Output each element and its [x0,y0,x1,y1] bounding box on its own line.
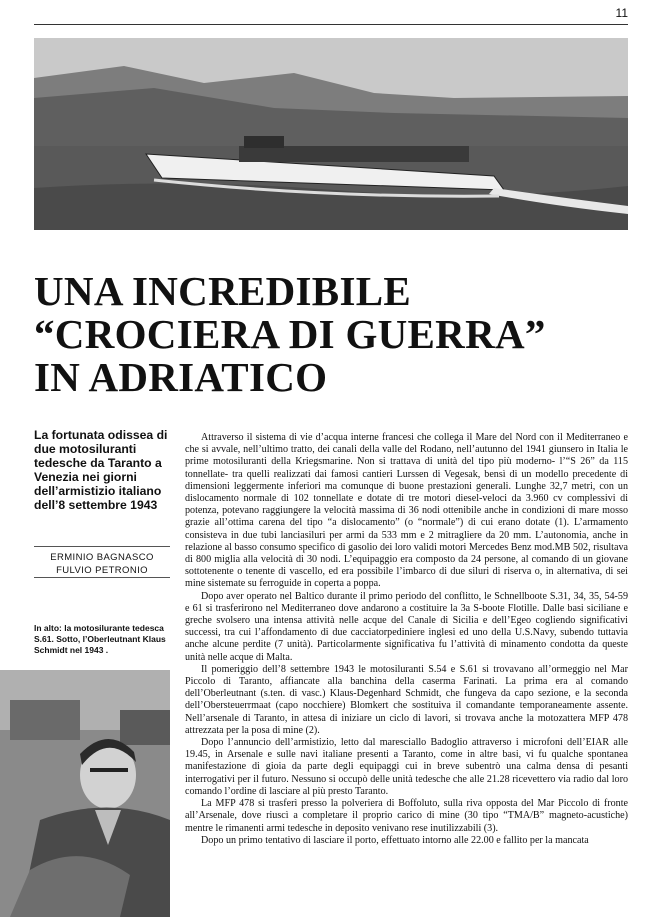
body-paragraph: Attraverso il sistema di vie d’acqua interne francesi che collega il Mare del Nord con il Mediterraneo e che si avvale, nell’ultimo tratto, dei canali della valle del Rodano, nell’autunno del 1941 giunsero in Italia le prime motosiluranti della Kriegsmarine. Non si trattava di unità del tipo più moderno- l’“S 26” da 115 tonnellate- tra quelli realizzati dai famosi cantieri Lurssen di Vegesak, bensì di un modello precedente di dimensioni leggermente inferiori ma comunque di buone prestazioni generali. Lunghe 32,7 metri, con un dislocamento normale di 102 tonnellate e dotate di tre motori diesel-veloci da 3.960 cv complessivi di potenza, potevano raggiungere la velocità massima di 36 nodi ottenibile anche in condizioni di mare mosso grazie all’ottima carena del tipo “a dislocamento” (o “normale”) di cui erano dotate (1). L’armamento consisteva in due tubi lanciasiluri per armi da 533 mm e 2 mitragliere da 20 mm. L’autonomia, anche in relazione al basso consumo specifico di gasolio dei loro validi motori Mercedes Benz mod.MB 502, risultava di 800 miglia alla velocità di 30 nodi. L’equipaggio era composto da 24 persone, al comando di un giovane sottotenente o tenente di vascello, ed era possibile l’imbarco di due siluri di riserva o, in alternativa, di sei mine sistemate su ferroguide in coperta a poppa. [185,432,628,590]
body-paragraph: Dopo aver operato nel Baltico durante il primo periodo del conflitto, le Schnellboote S.31, 34, 35, 54-59 e 61 si trasferirono nel Mediterraneo dove andarono a costituire la 3a S-boote Flotille. Dalle basi siciliane e greche svolsero una intensa attività nelle acque del Canale di Sicilia e dell’Egeo cogliendo significativi successi, tra cui l’affondamento di due cacciatorpediniere inglesi ed uno della U.S.Navy, subendo tuttavia anche alcune perdite (7 unità). Particolarmente significativa fu l’attività di minamento condotta da queste unità nelle acque di Malta. [185,590,628,663]
author-rule [34,577,170,578]
headline-line-1: UNA INCREDIBILE [34,268,412,314]
headline-line-3: IN ADRIATICO [34,354,328,400]
page-number: 11 [615,6,628,20]
officer-portrait-photo [0,670,170,917]
article-headline [34,270,634,399]
body-paragraph: La MFP 478 si trasferì presso la polveriera di Boffoluto, sulla riva opposta del Mar Piccolo di fronte all’Arsenale, dove riuscì a completare il proprio carico di mine (30 tipo “TMA/B” magneto-acustiche) mentre le rimanenti armi tedesche in deposito venivano rese inutilizzabili (3). [185,798,628,834]
body-paragraph: Dopo l’annuncio dell’armistizio, letto dal maresciallo Badoglio attraverso i microfoni dell’EIAR alle 19.45, in Arsenale e sulle navi italiane presenti a Taranto, come in altre basi, vi fu qualche spontanea manifestazione di gioia da parte degli equipaggi cui in breve subentrò una calma densa di pesanti interrogativi per il futuro. Nessuno si occupò delle unità tedesche che alle 21.28 ricevettero via radio dal loro comando l’ordine di lasciare al più presto Taranto. [185,737,628,797]
body-paragraph: Dopo un primo tentativo di lasciare il porto, effettuato intorno alle 22.00 e fallito per la mancata [201,834,589,846]
body-paragraph: Il pomeriggio dell’8 settembre 1943 le motosiluranti S.54 e S.61 si trovavano all’ormeggio nel Mar Piccolo di Taranto, affiancate alla banchina della caserma Farinati. La prima era al comando dell’Oberleutnant (s.ten. di vasc.) Klaus-Degenhard Schmidt, che fungeva da capo sezione, e la seconda dell’Obersteuerrmaat (capo nocchiere) Blomkert che sostituiva il comandante temporaneamente assente. Nell’arsenale di Taranto, in attesa di iniziare un ciclo di lavori, si trovava anche la motozattera MFP 478 attrezzata per la posa di mine (2). [185,663,628,736]
photo-caption: In alto: la motosilurante tedesca S.61. Sotto, l’Oberleutnant Klaus Schmidt nel 1943 . [34,623,166,655]
motor-torpedo-boat-photo [34,38,628,230]
author-name: ERMINIO BAGNASCO [50,552,154,563]
author-block [34,546,170,577]
article-body [185,432,628,847]
author-name: FULVIO PETRONIO [56,565,148,576]
headline-line-2: “CROCIERA DI GUERRA” [34,311,546,357]
article-subtitle: La fortunata odissea di due motosiluranti tedesche da Taranto a Venezia nei giorni dell’armistizio italiano dell’8 settembre 1943 [34,428,168,512]
header-rule [34,24,628,25]
